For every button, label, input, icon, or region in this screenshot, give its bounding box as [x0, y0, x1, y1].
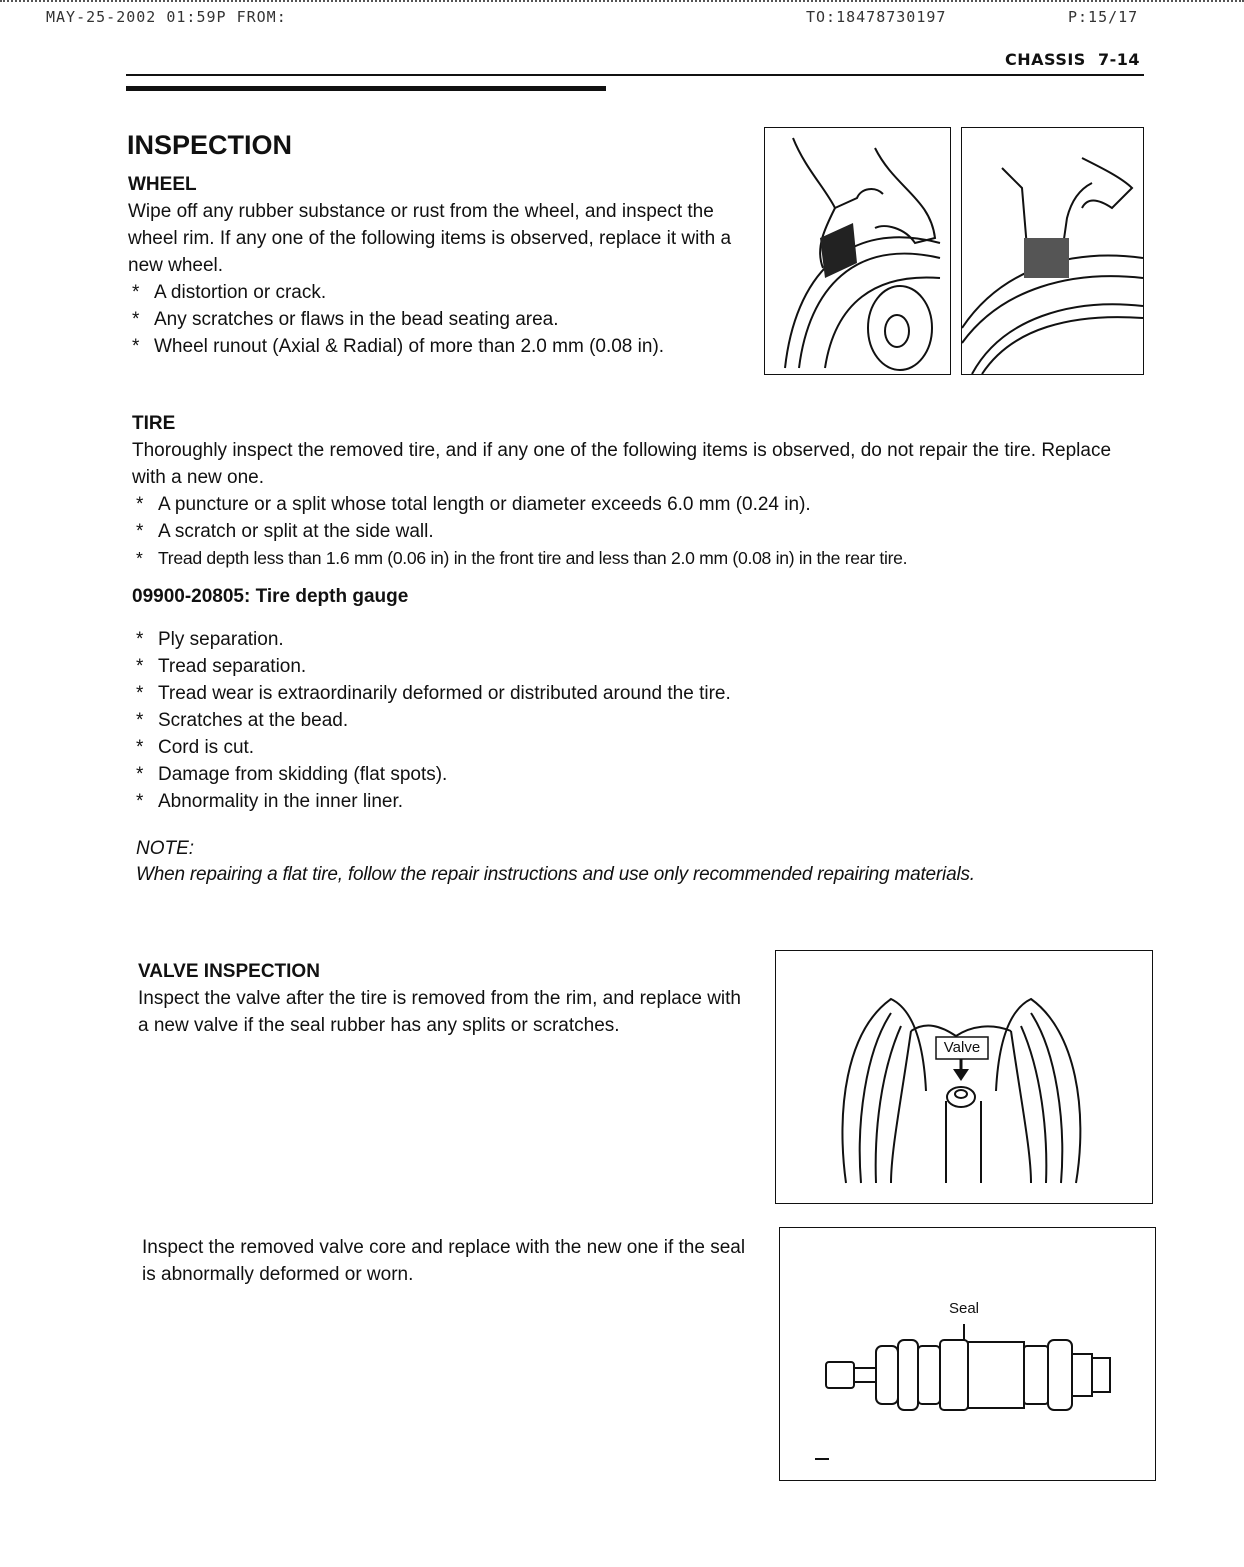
wheel-intro: Wipe off any rubber substance or rust from the wheel, and inspect the wheel rim. If any one of the following items is observed, replace it with a new wheel.: [128, 201, 732, 276]
bullet-icon: *: [136, 710, 144, 731]
valve-core-seal-figure: [779, 1227, 1156, 1481]
note-title: NOTE:: [136, 838, 195, 859]
valve-inspection-section: [138, 961, 744, 1039]
wheel-heading: WHEEL: [128, 174, 197, 195]
bullet-icon: *: [136, 764, 144, 785]
list-item: * Tread wear is extraordinarily deformed or distributed around the tire.: [132, 680, 1152, 707]
note-text: When repairing a flat tire, follow the repair instructions and use only recommended repairing materials.: [136, 864, 975, 885]
list-item: * Cord is cut.: [132, 734, 1152, 761]
note-section: [136, 838, 1151, 886]
list-item: * A puncture or a split whose total length or diameter exceeds 6.0 mm (0.24 in).: [132, 491, 1152, 518]
list-item: * Abnormality in the inner liner.: [132, 788, 1152, 815]
valve-location-figure: [775, 950, 1153, 1204]
bullet-icon: *: [136, 629, 144, 650]
fax-dotted-border: [0, 0, 1244, 2]
list-item: * Tread depth less than 1.6 mm (0.06 in) in the front tire and less than 2.0 mm (0.08 in) in the rear tire.: [132, 545, 1152, 572]
bullet-icon: *: [136, 683, 144, 704]
bullet-icon: *: [132, 309, 140, 330]
fax-recipient: TO:18478730197: [806, 8, 947, 26]
list-item: * Any scratches or flaws in the bead seating area.: [128, 306, 738, 333]
fax-sent-line: MAY-25-2002 01:59P FROM:: [46, 8, 287, 26]
tire-intro: Thoroughly inspect the removed tire, and if any one of the following items is observed, do not repair the tire. Replace with a new one.: [132, 440, 1112, 488]
inspection-section: [127, 130, 292, 161]
valve-heading: VALVE INSPECTION: [138, 961, 320, 982]
tire-more-item-list: [132, 626, 1152, 815]
valve-core-section: [142, 1234, 754, 1288]
page-title: INSPECTION: [127, 130, 293, 160]
tire-heading: TIRE: [132, 413, 176, 434]
bullet-icon: *: [136, 494, 144, 515]
special-tool-reference: 09900-20805: Tire depth gauge: [132, 586, 409, 607]
list-item: * Tread separation.: [132, 653, 1152, 680]
wheel-item-list: [128, 279, 738, 360]
valve-label: Valve: [943, 1039, 981, 1056]
wheel-section: [128, 174, 738, 360]
bullet-icon: *: [136, 521, 144, 542]
wheel-rim-inspection-figure-2: [961, 127, 1144, 375]
bullet-icon: *: [136, 656, 144, 677]
section-header: CHASSIS 7-14: [1005, 50, 1140, 69]
bullet-icon: *: [136, 737, 144, 758]
rim-with-valve-illustration: [776, 951, 1152, 1203]
list-item: * Damage from skidding (flat spots).: [132, 761, 1152, 788]
bullet-icon: *: [136, 548, 143, 568]
hands-on-rim-illustration: [765, 128, 950, 374]
bullet-icon: *: [132, 282, 140, 303]
rim-bead-check-illustration: [962, 128, 1143, 374]
list-item: * Ply separation.: [132, 626, 1152, 653]
bullet-icon: *: [132, 336, 140, 357]
arrow-down-icon: [953, 1069, 969, 1081]
list-item: * A scratch or split at the side wall.: [132, 518, 1152, 545]
bullet-icon: *: [136, 791, 144, 812]
tire-item-list: [132, 491, 1152, 572]
list-item: * Wheel runout (Axial & Radial) of more than 2.0 mm (0.08 in).: [128, 333, 738, 360]
tire-section: [132, 413, 1152, 815]
fax-page-number: P:15/17: [1068, 8, 1139, 26]
valve-core-illustration: [780, 1228, 1155, 1480]
list-item: * Scratches at the bead.: [132, 707, 1152, 734]
wheel-rim-inspection-figure-1: [764, 127, 951, 375]
seal-label: Seal: [948, 1300, 980, 1317]
valve-text: Inspect the valve after the tire is removed from the rim, and replace with a new valve if the seal rubber has any splits or scratches.: [138, 988, 741, 1036]
valve-core-text: Inspect the removed valve core and replace with the new one if the seal is abnormally deformed or worn.: [142, 1237, 746, 1285]
list-item: * A distortion or crack.: [128, 279, 738, 306]
